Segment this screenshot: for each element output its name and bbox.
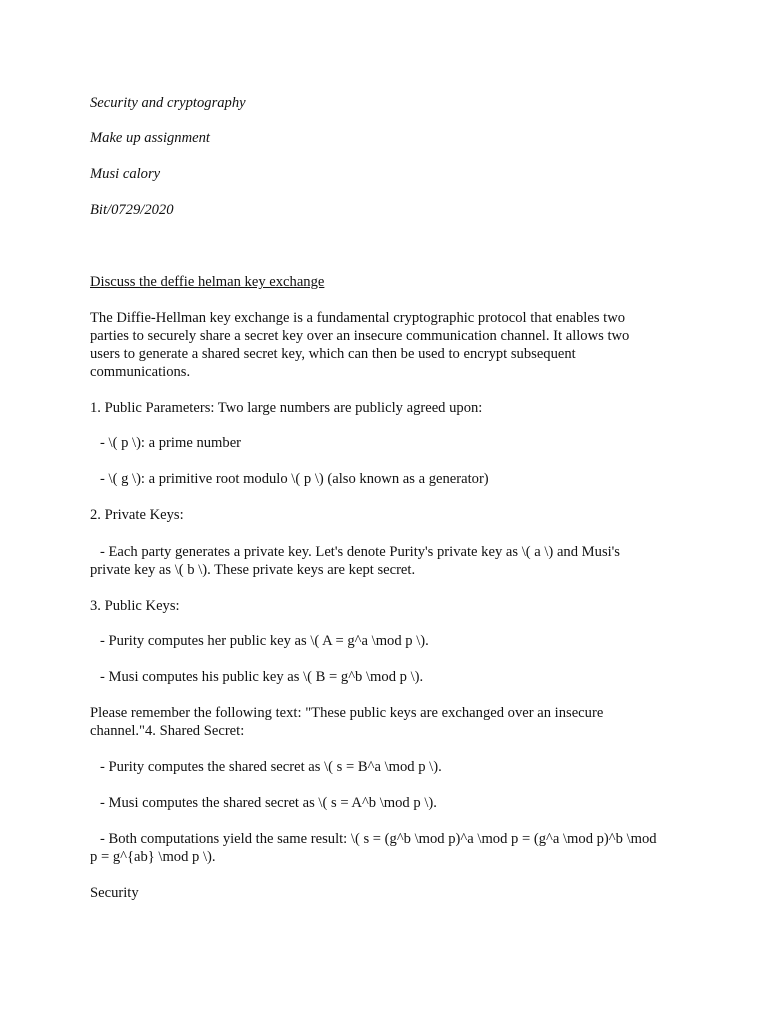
intro-line-3: users to generate a shared secret key, which can then be used to encrypt subsequent — [90, 346, 576, 362]
course-title: Security and cryptography — [90, 95, 246, 111]
assignment-title: Make up assignment — [90, 130, 210, 146]
intro-line-2: parties to securely share a secret key over an insecure communication channel. It allows two — [90, 328, 630, 344]
step3-musi: - Musi computes his public key as \( B = g^b \mod p \). — [100, 669, 424, 685]
step3-purity: - Purity computes her public key as \( A = g^a \mod p \). — [100, 633, 429, 649]
step2-line-2: private key as \( b \). These private keys are kept secret. — [90, 562, 416, 578]
intro-line-4: communications. — [90, 364, 191, 380]
step4-both-line-2: p = g^{ab} \mod p \). — [90, 849, 216, 865]
security-heading: Security — [90, 885, 139, 901]
step4-musi: - Musi computes the shared secret as \( s = A^b \mod p \). — [100, 795, 437, 811]
step3-heading: 3. Public Keys: — [90, 598, 180, 614]
question-heading: Discuss the deffie helman key exchange — [90, 274, 325, 290]
note-line-2: channel."4. Shared Secret: — [90, 723, 245, 739]
note-line-1: Please remember the following text: "These public keys are exchanged over an insecure — [90, 705, 604, 721]
intro-line-1: The Diffie-Hellman key exchange is a fundamental cryptographic protocol that enables two — [90, 310, 626, 326]
step1-heading: 1. Public Parameters: Two large numbers are publicly agreed upon: — [90, 400, 483, 416]
step2-line-1: - Each party generates a private key. Let's denote Purity's private key as \( a \) and Musi's — [100, 544, 620, 560]
registration-number: Bit/0729/2020 — [90, 202, 174, 218]
step4-both-line-1: - Both computations yield the same result: \( s = (g^b \mod p)^a \mod p = (g^a \mod p)^b \mod — [100, 831, 657, 847]
step1-item-p: - \( p \): a prime number — [100, 435, 242, 451]
step2-heading: 2. Private Keys: — [90, 507, 184, 523]
step1-item-g: - \( g \): a primitive root modulo \( p \) (also known as a generator) — [100, 471, 489, 487]
student-name: Musi calory — [90, 166, 161, 182]
step4-purity: - Purity computes the shared secret as \( s = B^a \mod p \). — [100, 759, 442, 775]
